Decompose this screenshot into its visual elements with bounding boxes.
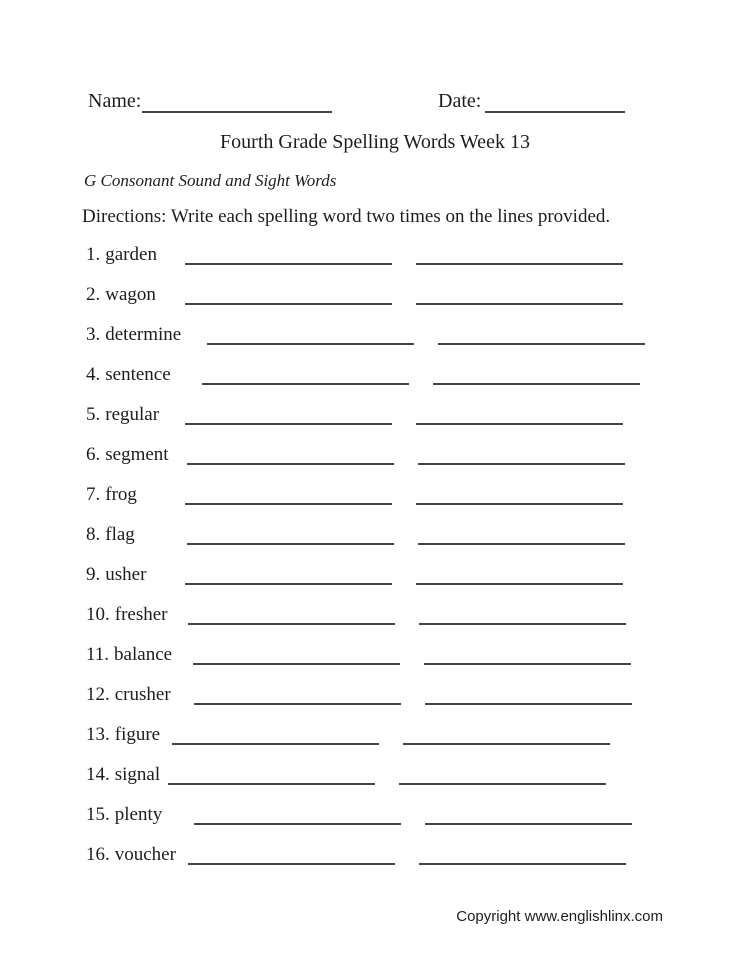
blank-line-2 (438, 343, 645, 345)
word-number: 5. (86, 404, 101, 425)
blank-line-2 (418, 543, 625, 545)
word-text: determine (105, 324, 182, 345)
word-row (0, 363, 750, 385)
word-number: 1. (86, 244, 101, 265)
blank-line-1 (202, 383, 409, 385)
word-text: signal (114, 764, 161, 785)
word-label (86, 645, 172, 664)
blank-line-1 (187, 463, 394, 465)
word-label (86, 525, 135, 544)
word-label (86, 605, 168, 624)
blank-line-2 (425, 823, 632, 825)
word-text: regular (105, 404, 160, 425)
word-row (0, 403, 750, 425)
blank-line-2 (416, 303, 623, 305)
blank-line-2 (424, 663, 631, 665)
word-label (86, 845, 176, 864)
word-number: 14. (86, 764, 110, 785)
blank-line-1 (187, 543, 394, 545)
word-row (0, 803, 750, 825)
word-number: 13. (86, 724, 110, 745)
word-label (86, 485, 137, 504)
word-text: crusher (114, 684, 171, 705)
blank-line-2 (403, 743, 610, 745)
header-row (0, 86, 750, 113)
word-label (86, 805, 162, 824)
page-title: Fourth Grade Spelling Words Week 13 (220, 131, 530, 153)
word-row (0, 723, 750, 745)
name-blank-line (142, 111, 332, 113)
word-label (86, 685, 171, 704)
word-text: segment (105, 444, 169, 465)
word-label (86, 765, 160, 784)
word-text: sentence (105, 364, 171, 385)
word-number: 2. (86, 284, 101, 305)
word-label (86, 725, 160, 744)
word-number: 12. (86, 684, 110, 705)
blank-line-2 (416, 423, 623, 425)
blank-line-1 (185, 303, 392, 305)
blank-line-1 (185, 263, 392, 265)
blank-line-1 (194, 823, 401, 825)
directions-text: Directions: Write each spelling word two times on the lines provided. (82, 206, 611, 227)
word-row (0, 443, 750, 465)
name-label: Name: (88, 90, 142, 112)
word-label (86, 325, 181, 344)
blank-line-1 (172, 743, 379, 745)
word-number: 3. (86, 324, 101, 345)
blank-line-1 (193, 663, 400, 665)
copyright-text: Copyright www.englishlinx.com (456, 908, 663, 925)
word-label (86, 285, 156, 304)
word-row (0, 483, 750, 505)
blank-line-2 (416, 583, 623, 585)
blank-line-2 (419, 863, 626, 865)
word-label (86, 365, 171, 384)
word-number: 15. (86, 804, 110, 825)
blank-line-2 (425, 703, 632, 705)
word-label (86, 245, 157, 264)
word-label (86, 445, 169, 464)
blank-line-2 (416, 263, 623, 265)
word-text: balance (114, 644, 173, 665)
word-text: figure (114, 724, 161, 745)
word-number: 6. (86, 444, 101, 465)
word-number: 7. (86, 484, 101, 505)
word-number: 4. (86, 364, 101, 385)
word-number: 11. (86, 644, 110, 665)
blank-line-1 (185, 423, 392, 425)
word-number: 10. (86, 604, 110, 625)
word-number: 9. (86, 564, 101, 585)
word-number: 8. (86, 524, 101, 545)
blank-line-2 (433, 383, 640, 385)
date-blank-line (485, 111, 625, 113)
blank-line-2 (416, 503, 623, 505)
word-label (86, 565, 146, 584)
word-text: fresher (114, 604, 168, 625)
word-text: usher (105, 564, 147, 585)
word-row (0, 843, 750, 865)
blank-line-1 (185, 583, 392, 585)
blank-line-2 (418, 463, 625, 465)
blank-line-2 (419, 623, 626, 625)
word-label (86, 405, 159, 424)
blank-line-1 (194, 703, 401, 705)
blank-line-2 (399, 783, 606, 785)
word-row (0, 763, 750, 785)
blank-line-1 (185, 503, 392, 505)
word-row (0, 323, 750, 345)
word-row (0, 243, 750, 265)
blank-line-1 (188, 863, 395, 865)
word-text: garden (105, 244, 157, 265)
word-text: plenty (114, 804, 163, 825)
blank-line-1 (207, 343, 414, 345)
word-row (0, 523, 750, 545)
blank-line-1 (168, 783, 375, 785)
lesson-subtitle: G Consonant Sound and Sight Words (84, 171, 337, 190)
word-text: flag (105, 524, 135, 545)
word-row (0, 563, 750, 585)
word-row (0, 283, 750, 305)
word-number: 16. (86, 844, 110, 865)
blank-line-1 (188, 623, 395, 625)
word-text: frog (105, 484, 137, 505)
word-row (0, 603, 750, 625)
date-label: Date: (438, 90, 482, 112)
word-text: wagon (105, 284, 156, 305)
word-text: voucher (114, 844, 176, 865)
word-row (0, 643, 750, 665)
word-row (0, 683, 750, 705)
